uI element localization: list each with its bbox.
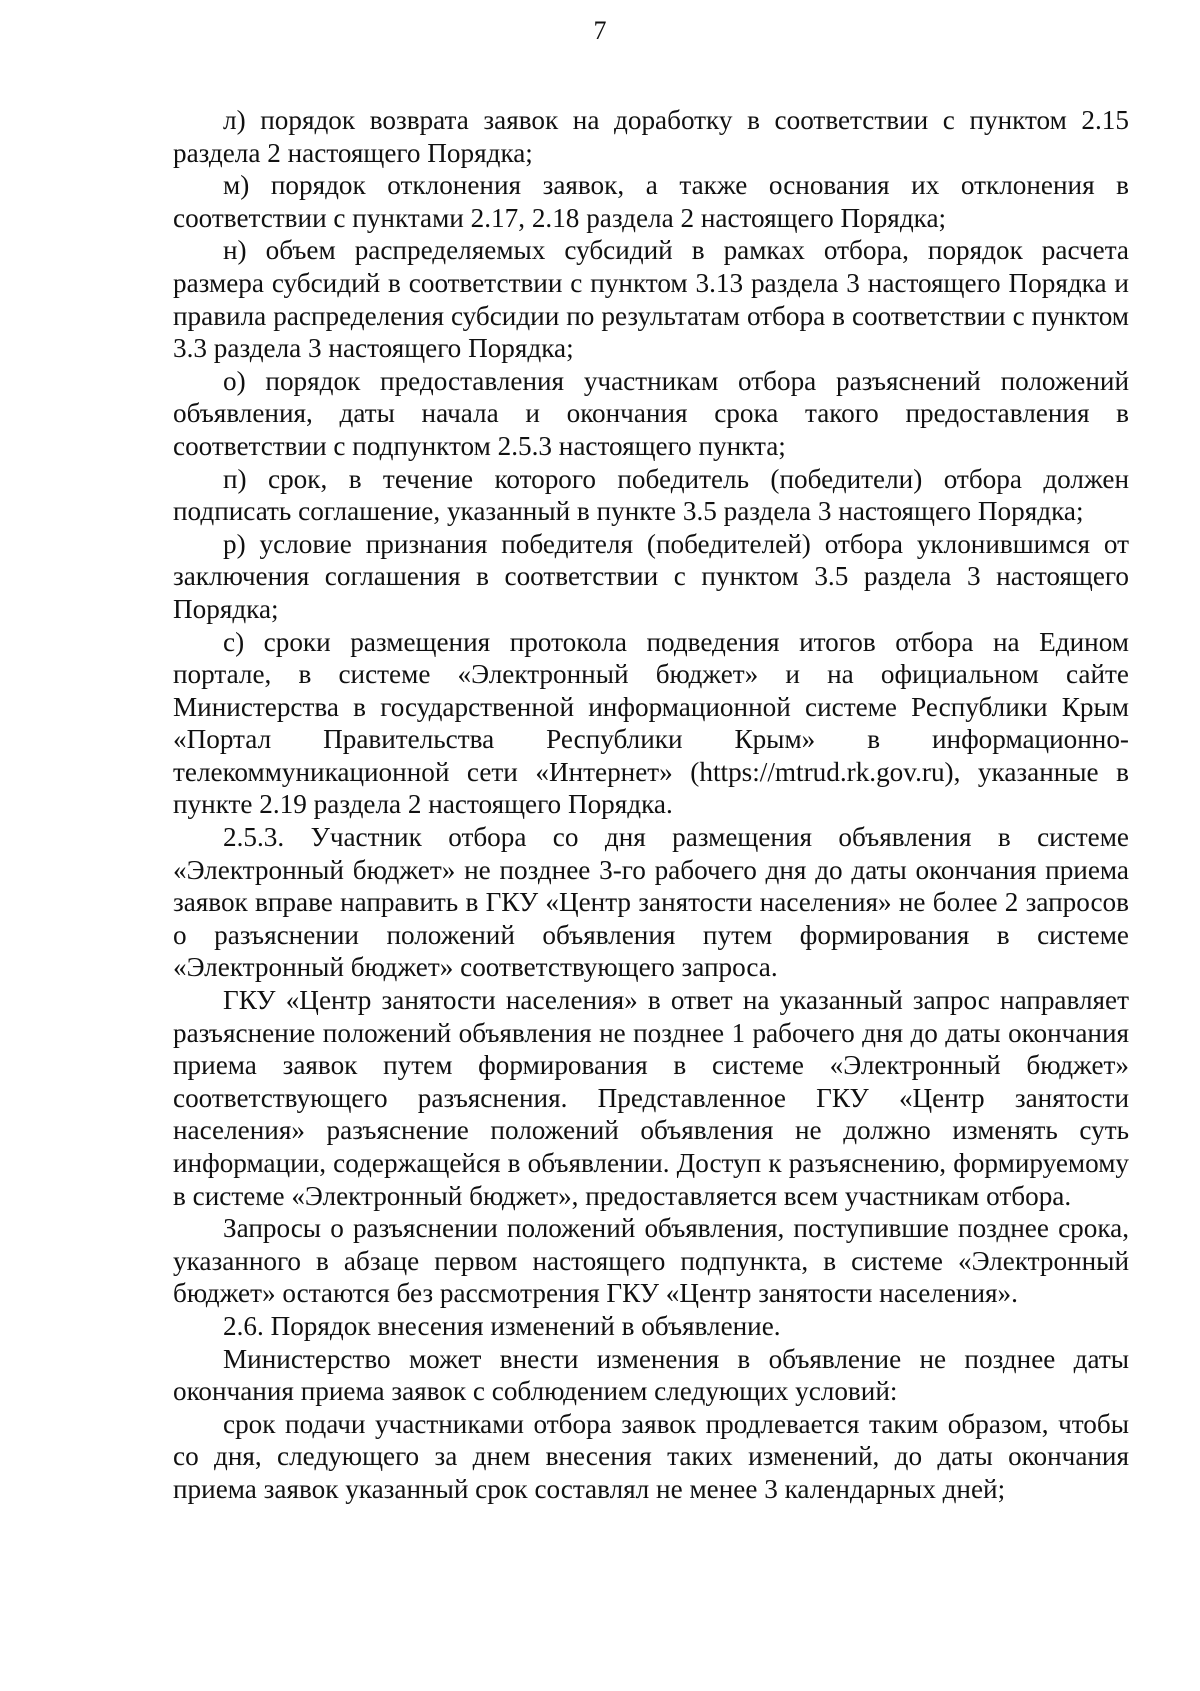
paragraph-o: о) порядок предоставления участникам отбора разъяснений положений объявления, даты начала и окончания срока такого предоставления в соответствии с подпунктом 2.5.3 настоящего пункта; [173, 365, 1129, 461]
page-number: 7 [593, 16, 607, 45]
section-heading-2-6: 2.6. Порядок внесения изменений в объявление. [223, 1310, 781, 1341]
paragraph-late-requests: Запросы о разъяснении положений объявления, поступившие позднее срока, указанного в абзаце первом настоящего подпункта, в системе «Электронный бюджет» остаются без рассмотрения ГКУ «Центр занятости населения». [173, 1213, 1129, 1309]
paragraph-m: м) порядок отклонения заявок, а также основания их отклонения в соответствии с пунктами 2.17, 2.18 раздела 2 настоящего Порядка; [173, 170, 1129, 233]
paragraph-n: н) объем распределяемых субсидий в рамках отбора, порядок расчета размера субсидий в соответствии с пунктом 3.13 раздела 3 настоящего Порядка и правила распределения субсидии по результатам отбора в соответствии с пунктом 3.3 раздела 3 настоящего Порядка; [173, 235, 1129, 364]
paragraph-deadline-extension: срок подачи участниками отбора заявок продлевается таким образом, чтобы со дня, следующего за днем внесения таких изменений, до даты окончания приема заявок указанный срок составлял не менее 3 календарных дней; [173, 1408, 1129, 1504]
paragraph-gku-response: ГКУ «Центр занятости населения» в ответ на указанный запрос направляет разъяснение положений объявления не позднее 1 рабочего дня до даты окончания приема заявок путем формирования в системе «Электронный бюджет» соответствующего разъяснения. Представленное ГКУ «Центр занятости населения» разъяснение положений объявления не должно изменять суть информации, содержащейся в объявлении. Доступ к разъяснению, формируемому в системе «Электронный бюджет», предоставляется всем участникам отбора. [173, 985, 1129, 1211]
paragraph-p: п) срок, в течение которого победитель (победители) отбора должен подписать соглашение, указанный в пункте 3.5 раздела 3 настоящего Порядка; [173, 463, 1129, 527]
paragraph-2-5-3: 2.5.3. Участник отбора со дня размещения объявления в системе «Электронный бюджет» не позднее 3-го рабочего дня до даты окончания приема заявок вправе направить в ГКУ «Центр занятости населения» не более 2 запросов о разъяснении положений объявления путем формирования в системе «Электронный бюджет» соответствующего запроса. [173, 822, 1129, 983]
paragraph-s: с) сроки размещения протокола подведения итогов отбора на Едином портале, в системе «Электронный бюджет» и на официальном сайте Министерства в государственной информационной системе Республики Крым «Портал Правительства Республики Крым» в информационно-телекоммуникационной сети «Интернет» (https://mtrud.rk.gov.ru), указанные в пункте 2.19 раздела 2 настоящего Порядка. [173, 626, 1129, 820]
paragraph-ministry-changes: Министерство может внести изменения в объявление не позднее даты окончания приема заявок с соблюдением следующих условий: [173, 1343, 1129, 1407]
paragraph-r: р) условие признания победителя (победителей) отбора уклонившимся от заключения соглашения в соответствии с пунктом 3.5 раздела 3 настоящего Порядка; [173, 528, 1129, 624]
document-body [173, 104, 1129, 1506]
paragraph-l: л) порядок возврата заявок на доработку в соответствии с пунктом 2.15 раздела 2 настоящего Порядка; [173, 105, 1129, 168]
